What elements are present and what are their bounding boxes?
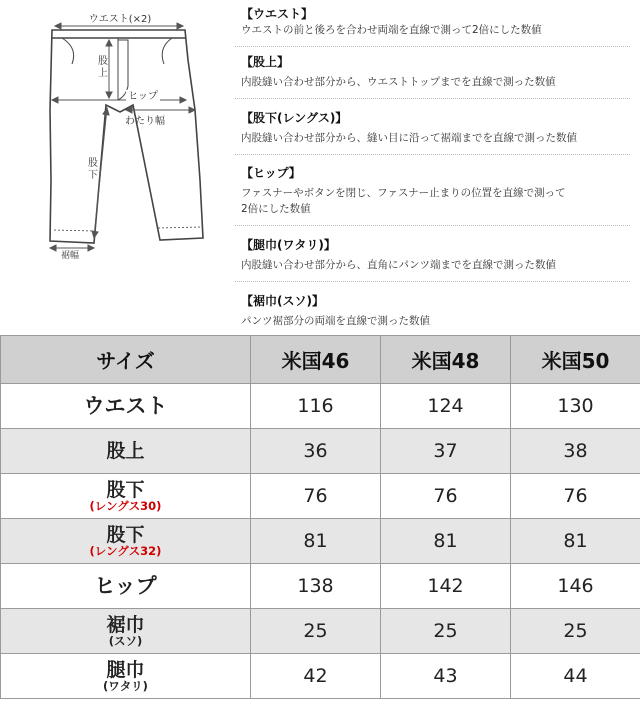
- table-row-inseam-32: [1, 519, 640, 564]
- table-cell: 124: [381, 384, 511, 429]
- definition-text: ウエストの前と後ろを合わせ両端を直線で測って2倍にした数値: [241, 24, 542, 36]
- table-row-waist: [1, 384, 640, 429]
- rise-label-1: 股: [98, 56, 108, 67]
- table-cell: 25: [511, 609, 640, 654]
- definition-inseam: [235, 108, 630, 163]
- definition-title: 【ウエスト】: [241, 7, 314, 21]
- row-label-text: 裾巾: [106, 613, 145, 636]
- row-label-text: 股上: [106, 440, 145, 462]
- table-cell: 43: [381, 654, 511, 699]
- table-header-row: [1, 336, 640, 384]
- row-sublabel: (ワタリ): [103, 678, 148, 693]
- table-cell: 36: [251, 429, 381, 474]
- definition-text: 内股縫い合わせ部分から、縫い目に沿って裾端までを直線で測った数値: [241, 132, 577, 144]
- table-row-rise: [1, 429, 640, 474]
- measurement-definitions: [235, 6, 630, 337]
- definition-title: 【裾巾(スソ)】: [241, 294, 324, 308]
- inseam-label-1: 股: [88, 158, 98, 169]
- table-cell: 81: [511, 519, 640, 564]
- inseam-label-2: 下: [88, 170, 98, 181]
- table-row-hip: [1, 564, 640, 609]
- row-label: [1, 474, 251, 519]
- definition-text: 内股縫い合わせ部分から、ウエストトップまでを直線で測った数値: [241, 76, 556, 88]
- waist-label: ウエスト(×2): [88, 14, 152, 25]
- table-cell: 76: [511, 474, 640, 519]
- table-cell: 146: [511, 564, 640, 609]
- table-row-inseam-30: [1, 474, 640, 519]
- table-cell: 44: [511, 654, 640, 699]
- definition-title: 【ヒップ】: [241, 166, 301, 180]
- table-cell: 37: [381, 429, 511, 474]
- row-label-text: 腿巾: [106, 658, 145, 681]
- table-cell: 116: [251, 384, 381, 429]
- table-cell: 130: [511, 384, 640, 429]
- table-cell: 142: [381, 564, 511, 609]
- row-label: [1, 564, 251, 609]
- table-cell: 42: [251, 654, 381, 699]
- row-label: [1, 384, 251, 429]
- table-cell: 76: [251, 474, 381, 519]
- row-label-text: 股下: [106, 478, 145, 501]
- table-cell: 76: [381, 474, 511, 519]
- definition-text: 内股縫い合わせ部分から、直角にパンツ端までを直線で測った数値: [241, 259, 556, 271]
- row-label: [1, 654, 251, 699]
- definition-title: 【股上】: [241, 55, 290, 69]
- table-cell: 25: [381, 609, 511, 654]
- hip-label: ヒップ: [128, 91, 158, 102]
- hem-label: 裾幅: [60, 251, 80, 261]
- rise-label-2: 上: [98, 68, 108, 79]
- pants-outline: [50, 30, 203, 243]
- pants-measurement-diagram: [0, 0, 230, 262]
- hip-arrow: [52, 97, 186, 103]
- thigh-arrow: [126, 107, 195, 113]
- definition-text: パンツ裾部分の両端を直線で測った数値: [241, 315, 430, 327]
- definition-hip: [235, 163, 630, 235]
- table-cell: 25: [251, 609, 381, 654]
- table-cell: 81: [251, 519, 381, 564]
- row-label: [1, 429, 251, 474]
- definition-waist: [235, 6, 630, 52]
- definition-title: 【股下(レングス)】: [241, 111, 348, 125]
- row-label: [1, 609, 251, 654]
- row-sublabel: (レングス32): [89, 543, 162, 558]
- thigh-label: わたり幅: [125, 116, 165, 127]
- table-cell: 38: [511, 429, 640, 474]
- table-cell: 138: [251, 564, 381, 609]
- row-sublabel: (スソ): [108, 633, 143, 648]
- table-cell: 81: [381, 519, 511, 564]
- table-row-thigh: [1, 654, 640, 699]
- row-label-text: ヒップ: [94, 573, 157, 598]
- definition-rise: [235, 52, 630, 108]
- definition-text-2: 2倍にした数値: [241, 203, 311, 215]
- header-us48: 米国48: [381, 336, 511, 384]
- definition-title: 【腿巾(ワタリ)】: [241, 238, 336, 252]
- header-us50: 米国50: [511, 336, 640, 384]
- definition-text-1: ファスナーやボタンを閉じ、ファスナー止まりの位置を直線で測って: [241, 187, 566, 199]
- row-sublabel: (レングス30): [89, 498, 162, 513]
- header-us46: 米国46: [251, 336, 381, 384]
- header-size: サイズ: [1, 336, 251, 384]
- definition-hem: [235, 291, 630, 337]
- size-table: [0, 335, 640, 699]
- row-label: [1, 519, 251, 564]
- table-row-hem: [1, 609, 640, 654]
- row-label-text: 股下: [106, 523, 145, 546]
- row-label-text: ウエスト: [83, 393, 168, 418]
- definition-thigh: [235, 235, 630, 291]
